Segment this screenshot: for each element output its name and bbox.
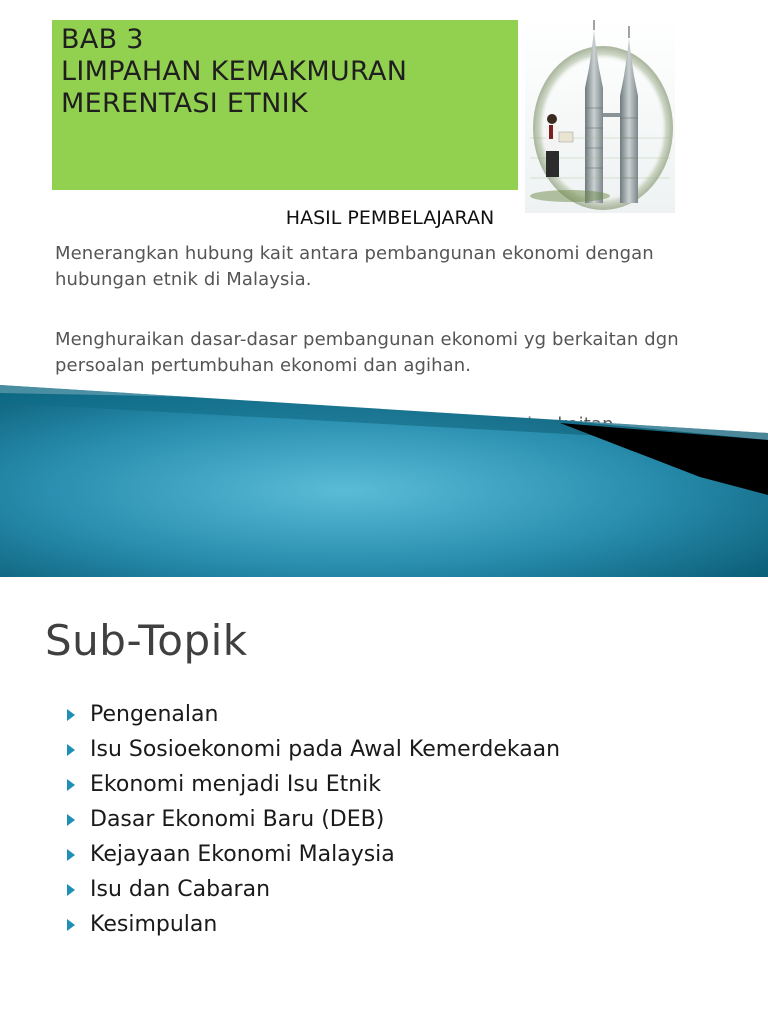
- list-item-label: Isu dan Cabaran: [90, 876, 271, 902]
- triangle-bullet-icon: [66, 918, 76, 932]
- slide-2: [0, 585, 768, 1024]
- title-line-1: BAB 3: [61, 24, 144, 55]
- list-item: [66, 732, 560, 767]
- list-item: [66, 697, 560, 732]
- title-line-2: LIMPAHAN KEMAKMURAN: [61, 56, 408, 87]
- triangle-bullet-icon: [66, 743, 76, 757]
- triangle-bullet-icon: [66, 813, 76, 827]
- learning-outcomes-heading: HASIL PEMBELAJARAN: [285, 207, 495, 229]
- triangle-bullet-icon: [66, 883, 76, 897]
- title-box: [52, 20, 518, 190]
- triangle-bullet-icon: [66, 778, 76, 792]
- outcome-2: Menghuraikan dasar-dasar pembangunan ekonomi yg berkaitan dgn persoalan pertumbuhan ekonomi dan agihan.: [55, 329, 679, 376]
- list-item: [66, 872, 560, 907]
- title-line-3: MERENTASI ETNIK: [61, 88, 308, 119]
- list-item-label: Kejayaan Ekonomi Malaysia: [90, 841, 395, 867]
- triangle-bullet-icon: [66, 848, 76, 862]
- list-item: [66, 907, 560, 942]
- list-item-label: Pengenalan: [90, 701, 219, 727]
- sub-topic-title: Sub-Topik: [45, 616, 248, 665]
- sub-topic-list: [66, 697, 560, 942]
- slide-separator: [0, 577, 768, 585]
- list-item-label: Kesimpulan: [90, 911, 218, 937]
- list-item-label: Dasar Ekonomi Baru (DEB): [90, 806, 385, 832]
- list-item: [66, 802, 560, 837]
- teal-wave-decoration: [0, 385, 768, 577]
- list-item-label: Ekonomi menjadi Isu Etnik: [90, 771, 382, 797]
- list-item-label: Isu Sosioekonomi pada Awal Kemerdekaan: [90, 736, 561, 762]
- list-item: [66, 837, 560, 872]
- outcome-1: Menerangkan hubung kait antara pembangunan ekonomi dengan hubungan etnik di Malaysia.: [55, 243, 654, 290]
- triangle-bullet-icon: [66, 708, 76, 722]
- petronas-towers-image: [525, 18, 675, 213]
- list-item: [66, 767, 560, 802]
